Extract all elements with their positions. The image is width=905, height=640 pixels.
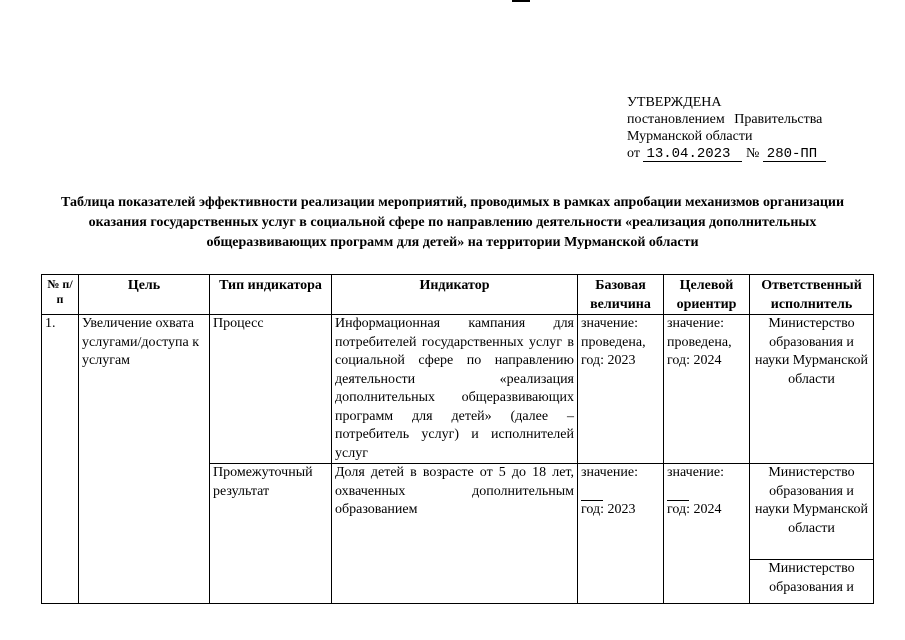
target-blank (667, 486, 689, 501)
approval-line-2: Мурманской области (627, 129, 753, 144)
row-type: Промежуточный результат (210, 464, 332, 604)
row-base (578, 464, 664, 604)
base-year: год: 2023 (581, 502, 636, 517)
table-row (42, 315, 874, 464)
document-title: Таблица показателей эффективности реализации мероприятий, проводимых в рамках апробации механизмов организации оказания государственных услуг в социальной сфере по направлению деятельности «реализация дополнительных общеразвивающих программ для детей» на территории Мурманской области (60, 195, 845, 250)
row-type: Процесс (210, 315, 332, 464)
number-prefix: № (745, 146, 760, 161)
approval-stamp (627, 94, 826, 162)
row-number: 1. (42, 315, 79, 604)
target-year: год: 2024 (667, 502, 722, 517)
header-num: № п/п (42, 275, 79, 315)
indicators-table (41, 274, 874, 604)
header-target: Целевой ориентир (664, 275, 750, 315)
executor-next: Министерство образования и (768, 561, 855, 595)
row-indicator: Доля детей в возрасте от 5 до 18 лет, охваченных дополнительным образованием (332, 464, 578, 604)
base-label: значение: (581, 465, 639, 480)
header-indicator: Индикатор (332, 275, 578, 315)
row-executor (750, 464, 874, 604)
row-target: значение: проведена, год: 2024 (664, 315, 750, 464)
approval-date-line (627, 145, 826, 162)
approval-heading: УТВЕРЖДЕНА (627, 95, 722, 110)
approval-number: 280-ПП (763, 147, 826, 162)
header-goal: Цель (79, 275, 210, 315)
base-blank (581, 486, 603, 501)
approval-line-1: постановлением Правительства (627, 112, 823, 127)
row-indicator: Информационная кампания для потребителей государственных услуг в социальной сфере по направлению деятельности «реализация дополнительных общеразвивающих программ для детей» (далее – потребитель услуг) и исполнителей услуг (332, 315, 578, 464)
header-executor: Ответственный исполнитель (750, 275, 874, 315)
row-goal: Увеличение охвата услугами/доступа к услугам (79, 315, 210, 604)
executor-text: Министерство образования и науки Мурманской области (750, 464, 873, 560)
approval-date: 13.04.2023 (643, 147, 742, 162)
table-header-row (42, 275, 874, 315)
row-base: значение: проведена, год: 2023 (578, 315, 664, 464)
row-executor: Министерство образования и науки Мурманской области (750, 315, 874, 464)
date-prefix: от (627, 146, 640, 161)
row-target (664, 464, 750, 604)
target-label: значение: (667, 465, 725, 480)
scan-mark (512, 0, 530, 2)
header-type: Тип индикатора (210, 275, 332, 315)
header-base: Базовая величина (578, 275, 664, 315)
